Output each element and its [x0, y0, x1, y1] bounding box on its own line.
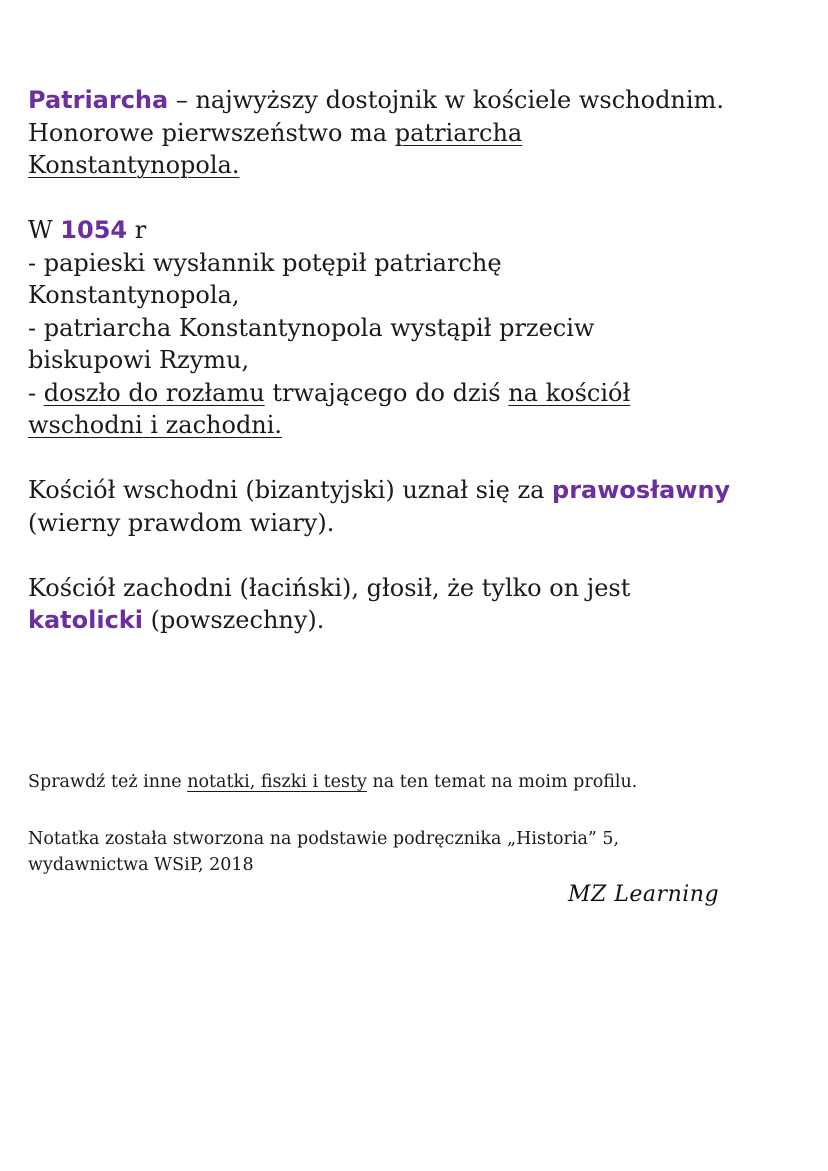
bullet-3-dash: - [28, 378, 44, 407]
underlined-na-kosciol: na kościół [508, 378, 631, 407]
term-katolicki: katolicki [28, 606, 143, 634]
term-prawoslawny: prawosławny [552, 476, 731, 504]
source-line-2: wydawnictwa WSiP, 2018 [28, 855, 254, 875]
patriarch-definition: – najwyższy dostojnik w kościele wschodnim. [168, 86, 724, 114]
bullet-2-line-1: - patriarcha Konstantynopola wystąpił przeciw [28, 313, 595, 342]
underlined-rozlam: doszło do rozłamu [43, 378, 265, 407]
precedence-text: Honorowe pierwszeństwo ma [28, 118, 395, 147]
paragraph-schism [28, 214, 818, 442]
eastern-church-text: Kościół wschodni (bizantyjski) uznał się za [28, 476, 553, 504]
bullet-2-line-2: biskupowi Rzymu, [28, 346, 250, 374]
prawoslawny-meaning: (wierny prawdom wiary). [28, 508, 335, 537]
bullet-1-line-1: - papieski wysłannik potępił patriarchę [28, 248, 502, 277]
footer-profile-note [28, 769, 808, 795]
katolicki-meaning: (powszechny). [142, 606, 325, 634]
source-line-1: Notatka została stworzona na podstawie podręcznika „Historia” 5, [28, 829, 620, 849]
footer-check-suffix: na ten temat na moim profilu. [366, 772, 638, 792]
footer-check-prefix: Sprawdź też inne [28, 772, 188, 792]
paragraph-patriarch [28, 84, 818, 182]
note-body [28, 84, 818, 637]
footer-link-notes[interactable]: notatki, fiszki i testy [187, 772, 367, 792]
year-suffix: r [127, 216, 147, 244]
bullet-3-middle: trwającego do dziś [264, 378, 509, 407]
bullet-1-line-2: Konstantynopola, [28, 281, 240, 309]
underlined-konstantynopola: Konstantynopola. [28, 151, 240, 179]
author-signature: MZ Learning [568, 882, 720, 907]
paragraph-eastern-church [28, 474, 818, 539]
underlined-wschodni-i-zachodni: wschodni i zachodni. [28, 411, 283, 439]
year-1054: 1054 [60, 216, 128, 244]
footer-source-note [28, 826, 808, 878]
paragraph-western-church [28, 572, 818, 637]
year-prefix: W [28, 216, 61, 244]
underlined-patriarcha: patriarcha [394, 118, 523, 147]
western-church-text: Kościół zachodni (łaciński), głosił, że tylko on jest [28, 573, 631, 602]
term-patriarcha: Patriarcha [28, 86, 169, 114]
